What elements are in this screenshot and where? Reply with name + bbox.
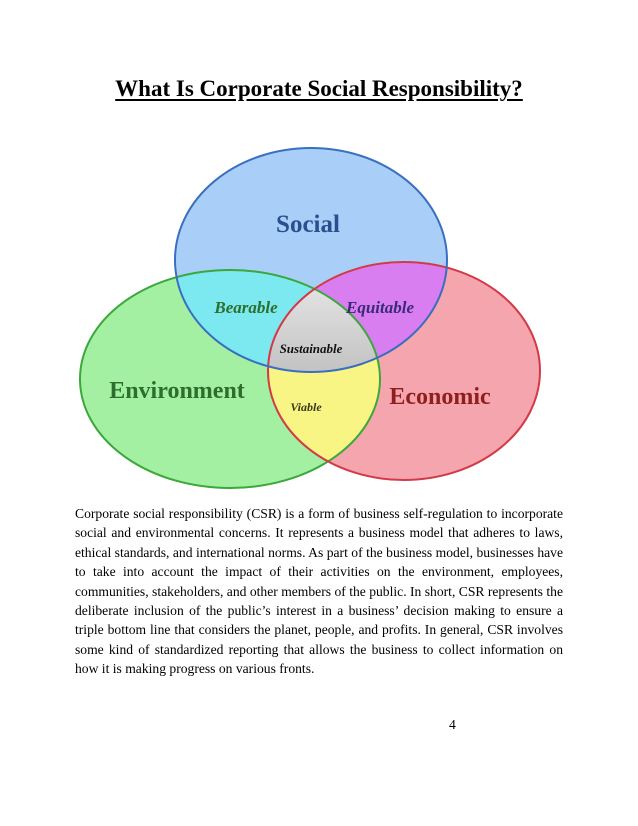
equitable-label: Equitable: [345, 298, 415, 317]
body-paragraph: Corporate social responsibility (CSR) is a form of business self-regulation to incorporate social and environmental concerns. It represents a business model that adheres to laws, ethical standards, and international norms. As part of the business model, businesses have to take into account the impact of their activities on the environment, employees, communities, stakeholders, and other members of the public. In short, CSR represents the deliberate inclusion of the public’s interest in a business’ decision making to ensure a triple bottom line that considers the planet, people, and profits. In general, CSR involves some kind of standardized reporting that allows the business to collect information on how it is making progress on various fronts.: [75, 506, 563, 677]
page-title: What Is Corporate Social Responsibility?: [115, 76, 523, 101]
environment-label: Environment: [109, 378, 245, 404]
bearable-label: Bearable: [214, 298, 278, 317]
page-number: 4: [449, 717, 456, 732]
social-label: Social: [276, 211, 340, 238]
sustainable-label: Sustainable: [279, 341, 343, 356]
economic-label: Economic: [389, 384, 491, 410]
viable-label: Viable: [290, 400, 322, 414]
